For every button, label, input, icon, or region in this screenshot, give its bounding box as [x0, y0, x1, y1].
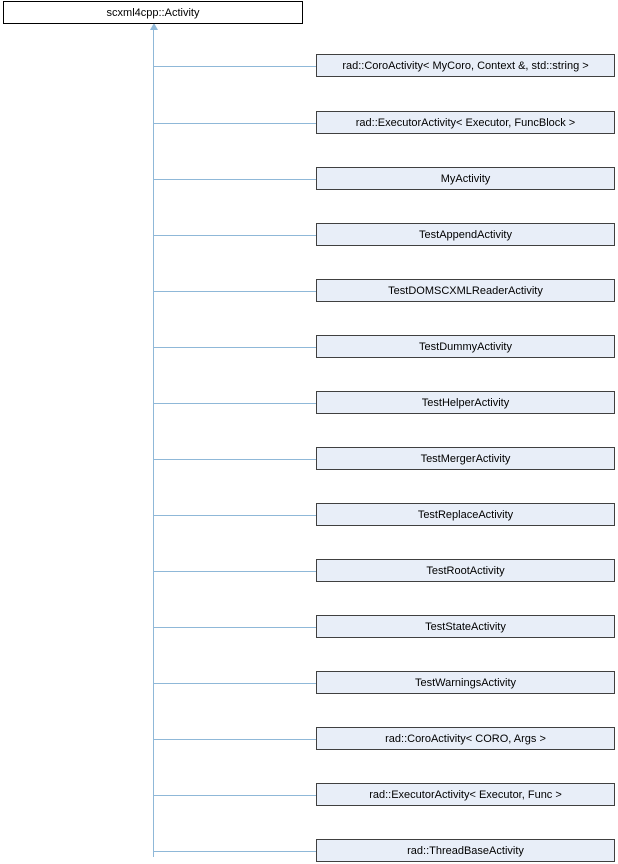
class-node-derived[interactable]: TestMergerActivity — [316, 447, 615, 470]
inheritance-branch-line — [153, 851, 316, 852]
inheritance-branch-line — [153, 66, 316, 67]
class-node-derived[interactable]: TestReplaceActivity — [316, 503, 615, 526]
class-node-derived[interactable]: TestWarningsActivity — [316, 671, 615, 694]
inheritance-branch-line — [153, 683, 316, 684]
inheritance-branch-line — [153, 795, 316, 796]
inheritance-branch-line — [153, 123, 316, 124]
class-node-derived[interactable]: TestRootActivity — [316, 559, 615, 582]
inheritance-branch-line — [153, 179, 316, 180]
inheritance-branch-line — [153, 627, 316, 628]
inheritance-branch-line — [153, 515, 316, 516]
class-node-derived[interactable]: rad::CoroActivity< MyCoro, Context &, std::string > — [316, 54, 615, 77]
inheritance-branch-line — [153, 459, 316, 460]
class-node-derived[interactable]: rad::ThreadBaseActivity — [316, 839, 615, 862]
class-node-root[interactable]: scxml4cpp::Activity — [3, 1, 303, 24]
class-node-derived[interactable]: MyActivity — [316, 167, 615, 190]
inheritance-branch-line — [153, 291, 316, 292]
class-node-derived[interactable]: rad::ExecutorActivity< Executor, Func > — [316, 783, 615, 806]
class-node-derived[interactable]: TestAppendActivity — [316, 223, 615, 246]
class-node-derived[interactable]: TestStateActivity — [316, 615, 615, 638]
inheritance-trunk-line — [153, 28, 154, 857]
inheritance-branch-line — [153, 403, 316, 404]
class-node-derived[interactable]: rad::ExecutorActivity< Executor, FuncBlock > — [316, 111, 615, 134]
class-node-derived[interactable]: TestHelperActivity — [316, 391, 615, 414]
inheritance-branch-line — [153, 347, 316, 348]
inheritance-branch-line — [153, 571, 316, 572]
inheritance-branch-line — [153, 235, 316, 236]
inheritance-branch-line — [153, 739, 316, 740]
inheritance-arrow-icon — [150, 23, 158, 30]
class-node-derived[interactable]: rad::CoroActivity< CORO, Args > — [316, 727, 615, 750]
class-node-derived[interactable]: TestDOMSCXMLReaderActivity — [316, 279, 615, 302]
class-node-derived[interactable]: TestDummyActivity — [316, 335, 615, 358]
